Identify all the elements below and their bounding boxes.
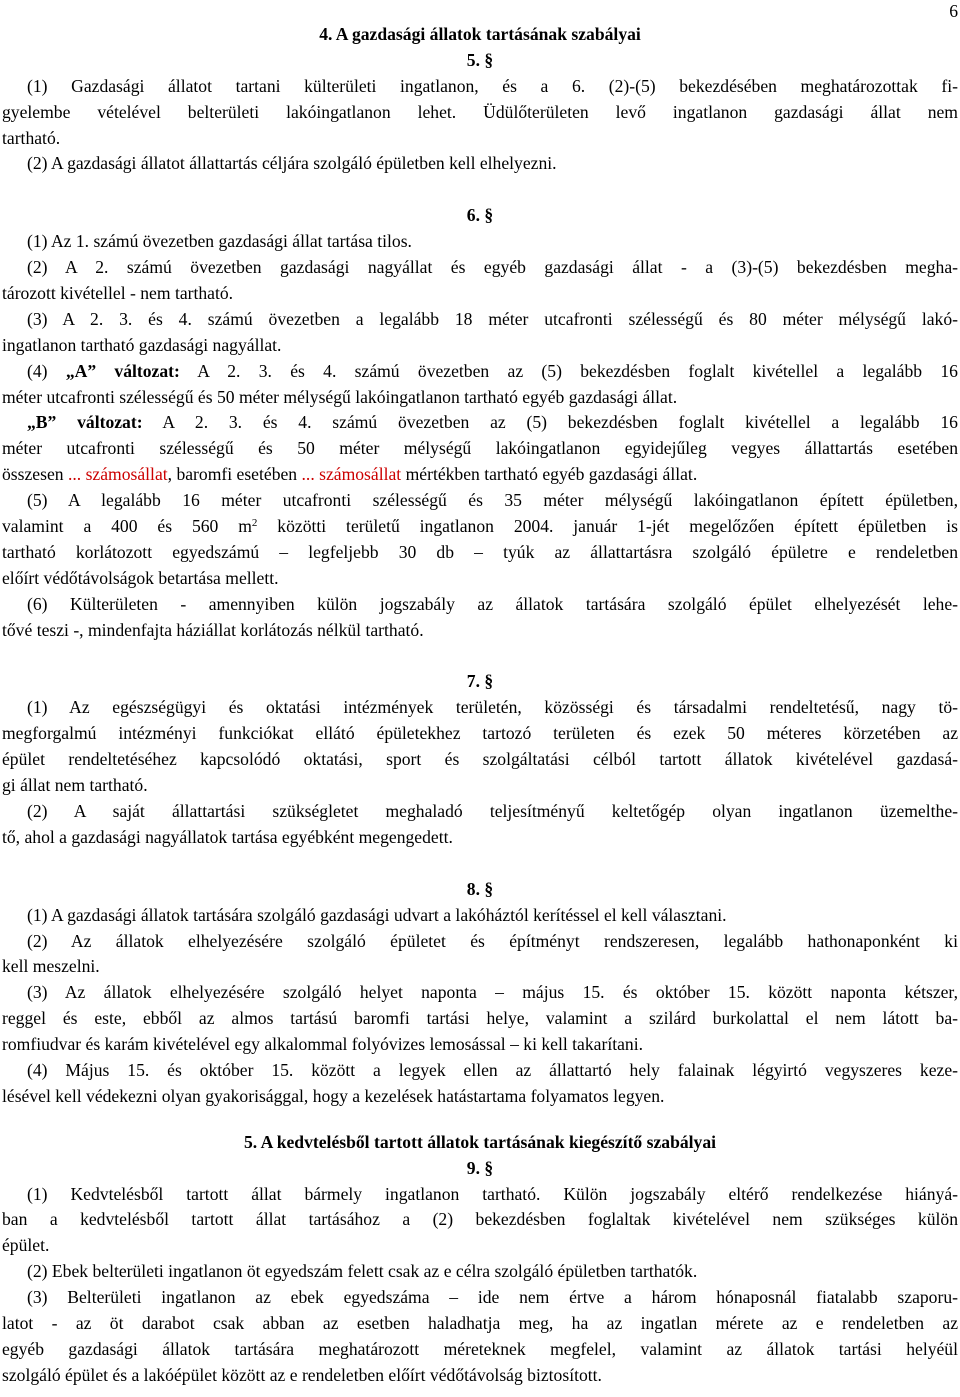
p6-line-2: (2) A 2. számú övezetben gazdasági nagyállat és egyéb gazdasági állat - a (3)-(5) bekezdésben megha- — [27, 257, 958, 278]
paragraph-9-heading: 9. § — [466, 1157, 494, 1178]
p6-line-8: „B” változat: A 2. 3. és 4. számú övezetben az (5) bekezdésben foglalt kivétellel a legalább 16 — [27, 412, 958, 433]
variant-a-label: „A” változat: — [65, 360, 180, 381]
p6-line-1: (1) Az 1. számú övezetben gazdasági állat tartása tilos. — [27, 231, 412, 252]
p9-line-5: (3) Belterületi ingatlanon az ebek egyedszáma – ide nem értve a három hónaposnál fiatalabb szaporu- — [27, 1287, 958, 1308]
p7-line-6: tő, ahol a gazdasági nagyállatok tartása egyébként megengedett. — [2, 826, 453, 847]
p9-line-3: épület. — [2, 1235, 50, 1256]
p9-line-4: (2) Ebek belterületi ingatlanon öt egyedszám felett csak az e célra szolgáló épületben tarthatók. — [27, 1261, 698, 1282]
p6-line-13: tartható korlátozott egyedszámú – legfeljebb 30 db – tyúk az állattartásra szolgáló épületre e rendeletben — [2, 541, 958, 562]
p7-line-1: (1) Az egészségügyi és oktatási intézmények területén, közösségi és társadalmi rendeltetésű, nagy tö- — [27, 697, 958, 718]
p7-line-5: (2) A saját állattartási szükségletet meghaladó teljesítményű keltetőgép olyan ingatlanon üzemelthe- — [27, 800, 958, 821]
p5-line-3: tartható. — [2, 127, 61, 148]
section-sign-icon: § — [484, 1157, 494, 1178]
p6-line-9: méter utcafronti szélességű és 50 méter mélységű lakóingatlanon egyidejűleg vegyes állattartás esetében — [2, 438, 958, 459]
p6-line-3: tározott kivétellel - nem tartható. — [2, 283, 234, 304]
section-sign-icon: § — [484, 49, 494, 70]
paragraph-7-heading: 7. § — [466, 671, 494, 692]
paragraph-8-heading: 8. § — [466, 878, 494, 899]
p5-line-1: (1) Gazdasági állatot tartani külterületi ingatlanon, és a 6. (2)-(5) bekezdésében meghatározottak fi- — [27, 75, 958, 96]
section-sign-icon: § — [484, 671, 494, 692]
variant-b-label: „B” változat: — [27, 412, 143, 433]
p6-line-12: valamint a 400 és 560 $m^2$ közötti területű ingatlanon 2004. január 1-jét megelőzően épített épületben is — [2, 516, 958, 537]
p7-line-3: épület rendeltetéséhez kapcsolódó oktatási, sport és szolgáltatási célból tartott állatok kivételével gazdasá- — [2, 749, 958, 770]
p8-line-4: (3) Az állatok elhelyezésére szolgáló helyet naponta – május 15. és október 15. között naponta kétszer, — [27, 982, 958, 1003]
document-body — [2, 22, 958, 1389]
p8-line-2: (2) Az állatok elhelyezésére szolgáló épületet és építményt rendszeresen, legalább hathonaponként ki — [27, 930, 958, 951]
p6-line-15: (6) Külterületen - amennyiben külön jogszabály az állatok tartására szolgáló épület elhelyezését lehe- — [27, 593, 958, 614]
p8-line-3: kell meszelni. — [2, 956, 100, 977]
p8-line-8: lésével kell védekezni olyan gyakorisággal, hogy a kezelések hatástartama folyamatos legyen. — [2, 1085, 665, 1106]
p6-line-11: (5) A legalább 16 méter utcafronti szélességű és 35 méter mélységű lakóingatlanon épített épületben, — [27, 490, 958, 511]
section-sign-icon: § — [484, 205, 494, 226]
p8-line-1: (1) A gazdasági állatok tartására szolgáló gazdasági udvart a lakóháztól kerítéssel el kell választani. — [27, 904, 727, 925]
section-4-title: 4. A gazdasági állatok tartásának szabályai — [319, 24, 641, 44]
p6-line-10: összesen ... számosállat, baromfi esetében ... számosállat mértékben tartható egyéb gazdasági állat. — [2, 464, 698, 485]
p6-line-7: méter utcafronti szélességű és 50 méter mélységű lakóingatlanon tartható egyéb gazdasági állat. — [2, 386, 678, 407]
p9-line-2: ban a kedvtelésből tartott állat tartásához a (2) bekezdésben foglaltak kivételével nem szükséges külön — [2, 1209, 958, 1230]
p6-line-16: tővé teszi -, mindenfajta háziállat korlátozás nélkül tartható. — [2, 619, 424, 640]
p9-line-1: (1) Kedvtelésből tartott állat bármely ingatlanon tartható. Külön jogszabály eltérő rendelkezése hiányá- — [27, 1183, 958, 1204]
paragraph-5-heading: 5. § — [466, 49, 494, 70]
p9-line-8: szolgáló épület és a lakóépület között az e rendeletben előírt védőtávolság biztosított. — [2, 1364, 602, 1385]
p5-line-4: (2) A gazdasági állatot állattartás céljára szolgáló épületben kell elhelyezni. — [27, 153, 557, 174]
paragraph-6-heading: 6. § — [466, 205, 494, 226]
page-number: 6 — [949, 1, 958, 21]
section-sign-icon: § — [484, 878, 494, 899]
p6-line-14: előírt védőtávolságok betartása mellett. — [2, 567, 279, 588]
p8-line-5: reggel és este, ebből az almos tartású baromfi tartási helye, valamint a szilárd burkolattal el nem látott ba- — [2, 1008, 958, 1029]
p6-line-5: ingatlanon tartható gazdasági nagyállat. — [2, 334, 282, 355]
p8-line-7: (4) Május 15. és október 15. között a legyek ellen az állattartó hely falainak légyirtó vegyszeres keze- — [27, 1059, 958, 1080]
placeholder-value-1: ... számosállat — [67, 464, 168, 485]
p6-line-6: (4) „A” változat: A 2. 3. és 4. számú övezetben az (5) bekezdésben foglalt kivétellel a legalább 16 — [27, 360, 958, 381]
p5-line-2: gyelembe vételével belterületi lakóingatlanon lehet. Üdülőterületen levő ingatlanon gazdasági állat nem — [2, 101, 958, 122]
placeholder-value-2: ... számosállat — [301, 464, 402, 485]
p9-line-6: latot - az öt darabot csak abban az esetben haladhatja meg, ha az ingatlan mérete az e rendeletben az — [2, 1312, 958, 1333]
p7-line-4: gi állat nem tartható. — [2, 775, 148, 796]
section-5-title: 5. A kedvtelésből tartott állatok tartásának kiegészítő szabályai — [243, 1131, 717, 1152]
p8-line-6: romfiudvar és karám kivételével egy alkalommal folyóvizes lemosással – ki kell takarítani. — [2, 1034, 643, 1055]
p7-line-2: megforgalmú intézményi funkciókat ellátó épületekhez tartozó területen és ezek 50 méteres körzetében az — [2, 723, 958, 744]
p9-line-7: egyéb gazdasági állatok tartására meghatározott méreteknek megfelel, valamint az állatok tartási helyéül — [2, 1338, 958, 1359]
p6-line-4: (3) A 2. 3. és 4. számú övezetben a legalább 18 méter utcafronti szélességű és 80 méter mélységű lakó- — [27, 308, 958, 329]
